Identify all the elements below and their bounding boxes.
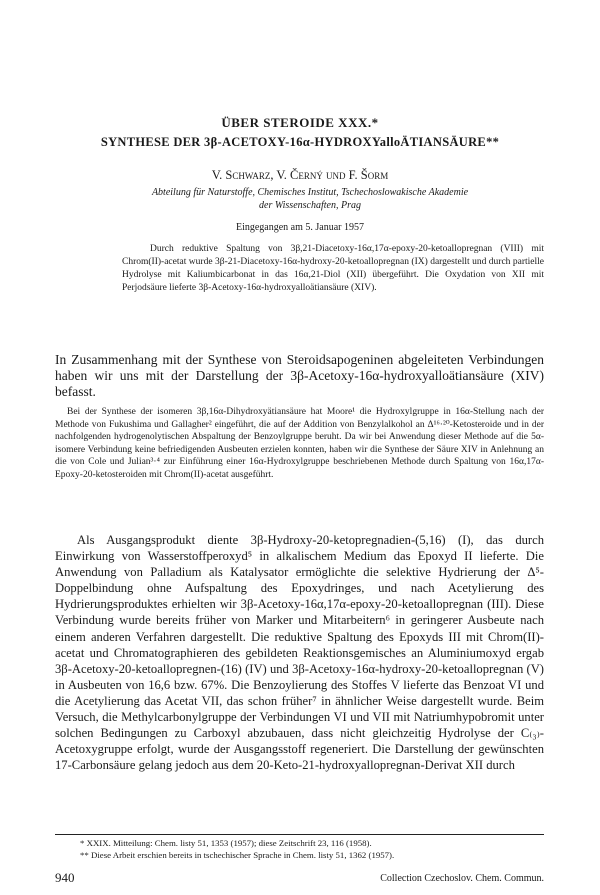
paper-title: SYNTHESE DER 3β-ACETOXY-16α-HYDROXYalloÄTIANSÄURE** [100, 135, 500, 149]
abstract: Durch reduktive Spaltung von 3β,21-Diacetoxy-16α,17α-epoxy-20-ketoallopregnan (VIII) mit Chrom(II)-acetat wurde 3β-21-Diacetoxy-16α-hydroxy-20-ketoallopregnan (IX) dargestellt und durch partielle Hydrolyse mit Kaliumbicarbonat in das 16α,21-Diol (XII) übergeführt. Die Oxydation von XII mit Perjodsäure lieferte 3β-Acetoxy-16α-hydroxyalloätiansäure (XIV). [122, 244, 544, 293]
background-paragraph: Bei der Synthese der isomeren 3β,16α-Dihydroxyätiansäure hat Moore¹ die Hydroxylgruppe in 16α-Stellung nach der Methode von Fukushima und Gallagher² eingeführt, die auf der Addition von Benzylalkohol an Δ¹⁶·²⁰-Ketosteroide und in der nachfolgenden hydrogenolytischen Abspaltung der Benzoylgruppe beruht. Da wir bei Anwendung dieser Methode auf die 5α-isomere Verbindung keine befriedigenden Ausbeuten erzielen konnten, haben wir die Synthese der Säure XIV in Anlehnung an die von Cole und Julian³·⁴ zur Einführung einer 16α-Hydroxylgruppe beschriebenen Methode durch Spaltung von 16α,17α-Epoxy-20-ketosteroiden mit Chrom(II)-acetat ausgeführt. [55, 407, 544, 480]
main-paragraph: Als Ausgangsprodukt diente 3β-Hydroxy-20-ketopregnadien-(5,16) (I), das durch Einwirkung von Wasserstoffperoxyd⁵ in alkalischem Medium das Epoxyd II lieferte. Die Anwendung von Palladium als Katalysator ermöglichte die selektive Hydrierung der Δ⁵-Doppelbindung ohne Aufspaltung des Epoxydringes, und nach Acetylierung des Hydrierungsproduktes erhielten wir 3β-Acetoxy-16α,17α-epoxy-20-ketoallopregnan (III). Diese Verbindung wurde bereits früher von Marker und Mitarbeitern⁶ in geringerer Ausbeute nach einem anderen Verfahren dargestellt. Die reduktive Spaltung des Epoxyds III mit Chrom(II)-acetat und Chromatographieren des gebildeten Reaktionsgemisches an Aluminiumoxyd ergab 3β-Acetoxy-20-ketoallopregnen-(16) (IV) und 3β-Acetoxy-16α-hydroxy-20-ketoallopregnan (V) in Ausbeuten von 16,6 bzw. 67%. Die Benzoylierung des Stoffes V lieferte das Benzoat VI und die Acetylierung das Acetat VII, das schon früher⁷ in ähnlicher Weise dargestellt wurde. Beim Versuch, die Methylcarbonylgruppe der Verbindungen VI und VII mit Natriumhypobromit unter solchen Bedingungen zu Carboxyl abzubauen, dass nicht gleichzeitig Hydrolyse der C₍₃₎-Acetoxygruppe erfolgt, wurde der Ausgangsstoff regeneriert. Die Darstellung der gewünschten 17-Carbonsäure gelang jedoch aus dem 20-Keto-21-hydroxyallopregnan-Derivat XII durch [55, 533, 544, 773]
series-title: ÜBER STEROIDE XXX.* [221, 115, 379, 130]
authors: V. Schwarz, V. Černý und F. Šorm [211, 168, 389, 182]
affiliation-line-1: Abteilung für Naturstoffe, Chemisches Institut, Tschechoslowakische Akademie [151, 187, 469, 198]
footnotes [80, 838, 544, 861]
intro-paragraph: In Zusammenhang mit der Synthese von Steroidsapogeninen abgeleiteten Verbindungen haben wir uns mit der Darstellung der 3β-Acetoxy-16α-hydroxyalloätiansäure (XIV) befasst. [55, 352, 544, 399]
affiliation-line-2: der Wissenschaften, Prag [259, 199, 361, 211]
footnote-2: ** Diese Arbeit erschien bereits in tschechischer Sprache in Chem. listy 51, 1362 (1957). [80, 849, 395, 860]
footnote-1: * XXIX. Mitteilung: Chem. listy 51, 1353 (1957); diese Zeitschrift 23, 116 (1958). [80, 838, 372, 848]
affiliation [90, 187, 530, 212]
page-number: 940 [55, 870, 75, 885]
journal-name: Collection Czechoslov. Chem. Commun. [380, 873, 544, 884]
received-date: Eingegangen am 5. Januar 1957 [235, 222, 365, 233]
footnote-rule [55, 834, 544, 835]
